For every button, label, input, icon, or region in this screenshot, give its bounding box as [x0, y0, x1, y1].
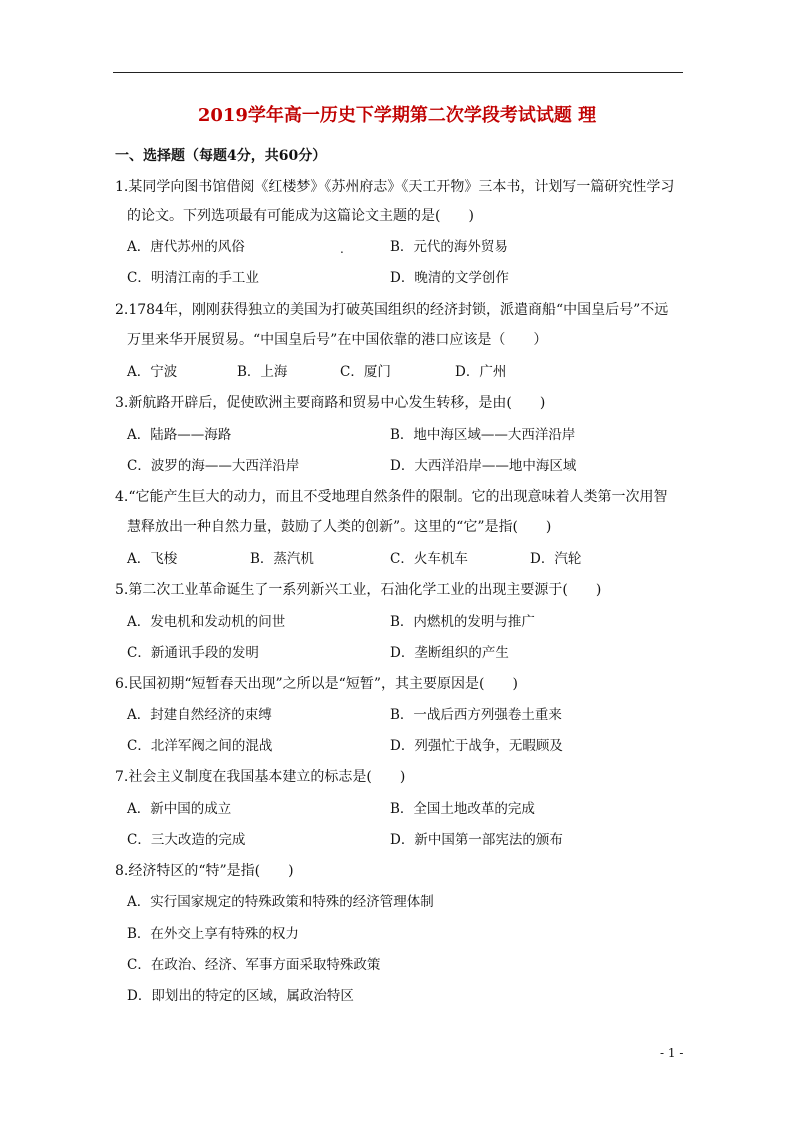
question-1-line-1: 1.某同学向图书馆借阅《红楼梦》《苏州府志》《天工开物》三本书，计划写一篇研究性学习	[115, 179, 675, 195]
question-3-option-d: D．大西洋沿岸——地中海区域	[390, 458, 577, 474]
stray-mark: .	[340, 242, 344, 256]
question-6-line-1: 6.民国初期“短暂春天出现”之所以是“短暂”，其主要原因是( )	[115, 676, 518, 692]
question-6-option-b: B．一战后西方列强卷土重来	[390, 707, 562, 723]
question-4-option-b: B．蒸汽机	[250, 551, 314, 567]
question-3-option-b: B．地中海区域——大西洋沿岸	[390, 427, 576, 443]
question-8-option-c: C．在政治、经济、军事方面采取特殊政策	[127, 957, 381, 973]
question-5-option-c: C．新通讯手段的发明	[127, 645, 259, 661]
question-3-option-a: A．陆路——海路	[127, 427, 232, 443]
question-8-line-1: 8.经济特区的“特”是指( )	[115, 863, 294, 879]
question-6-option-a: A．封建自然经济的束缚	[127, 707, 272, 723]
question-6-option-d: D．列强忙于战争，无暇顾及	[390, 738, 563, 754]
question-2-option-c: C．厦门	[340, 364, 391, 380]
question-2-line-1: 2.1784年，刚刚获得独立的美国为打破英国组织的经济封锁，派遣商船“中国皇后号”不远	[115, 302, 669, 318]
question-5-option-a: A．发电机和发动机的问世	[127, 614, 286, 630]
page-number: - 1 -	[660, 1046, 684, 1060]
question-7-option-d: D．新中国第一部宪法的颁布	[390, 832, 563, 848]
page-title: 2019学年高一历史下学期第二次学段考试试题 理	[197, 105, 597, 126]
question-5-line-1: 5.第二次工业革命诞生了一系列新兴工业，石油化学工业的出现主要源于( )	[115, 582, 602, 598]
question-6-option-c: C．北洋军阀之间的混战	[127, 738, 273, 754]
question-3-line-1: 3.新航路开辟后，促使欧洲主要商路和贸易中心发生转移，是由( )	[115, 395, 546, 411]
question-7-option-a: A．新中国的成立	[127, 801, 232, 817]
question-5-option-d: D．垄断组织的产生	[390, 645, 509, 661]
question-1-option-c: C．明清江南的手工业	[127, 270, 259, 286]
question-4-option-a: A．飞梭	[127, 551, 178, 567]
question-8-option-d: D．即划出的特定的区域，属政治特区	[127, 988, 354, 1004]
question-8-option-b: B．在外交上享有特殊的权力	[127, 926, 299, 942]
question-1-line-2: 的论文。下列选项最有可能成为这篇论文主题的是( )	[127, 208, 474, 224]
question-7-option-c: C．三大改造的完成	[127, 832, 246, 848]
question-1-option-d: D．晚清的文学创作	[390, 270, 509, 286]
question-2-option-a: A．宁波	[127, 364, 178, 380]
question-1-option-b: B．元代的海外贸易	[390, 239, 508, 255]
question-2-option-d: D．广州	[455, 364, 507, 380]
question-2-line-2: 万里来华开展贸易。“中国皇后号”在中国依靠的港口应该是（ ）	[127, 332, 548, 348]
question-4-line-1: 4.“它能产生巨大的动力，而且不受地理自然条件的限制。它的出现意味着人类第一次用智	[115, 489, 668, 505]
question-5-option-b: B．内燃机的发明与推广	[390, 614, 535, 630]
question-8-option-a: A．实行国家规定的特殊政策和特殊的经济管理体制	[127, 894, 434, 910]
header-rule	[113, 72, 683, 73]
question-7-line-1: 7.社会主义制度在我国基本建立的标志是( )	[115, 769, 406, 785]
question-4-option-d: D．汽轮	[530, 551, 582, 567]
question-4-line-2: 慧释放出一种自然力量，鼓励了人类的创新”。这里的“它”是指( )	[127, 519, 552, 535]
question-3-option-c: C．波罗的海——大西洋沿岸	[127, 458, 300, 474]
question-4-option-c: C．火车机车	[390, 551, 468, 567]
question-1-option-a: A．唐代苏州的风俗	[127, 239, 245, 255]
question-7-option-b: B．全国土地改革的完成	[390, 801, 535, 817]
section-heading: 一、选择题（每题4分，共60分）	[115, 148, 327, 164]
question-2-option-b: B．上海	[237, 364, 288, 380]
